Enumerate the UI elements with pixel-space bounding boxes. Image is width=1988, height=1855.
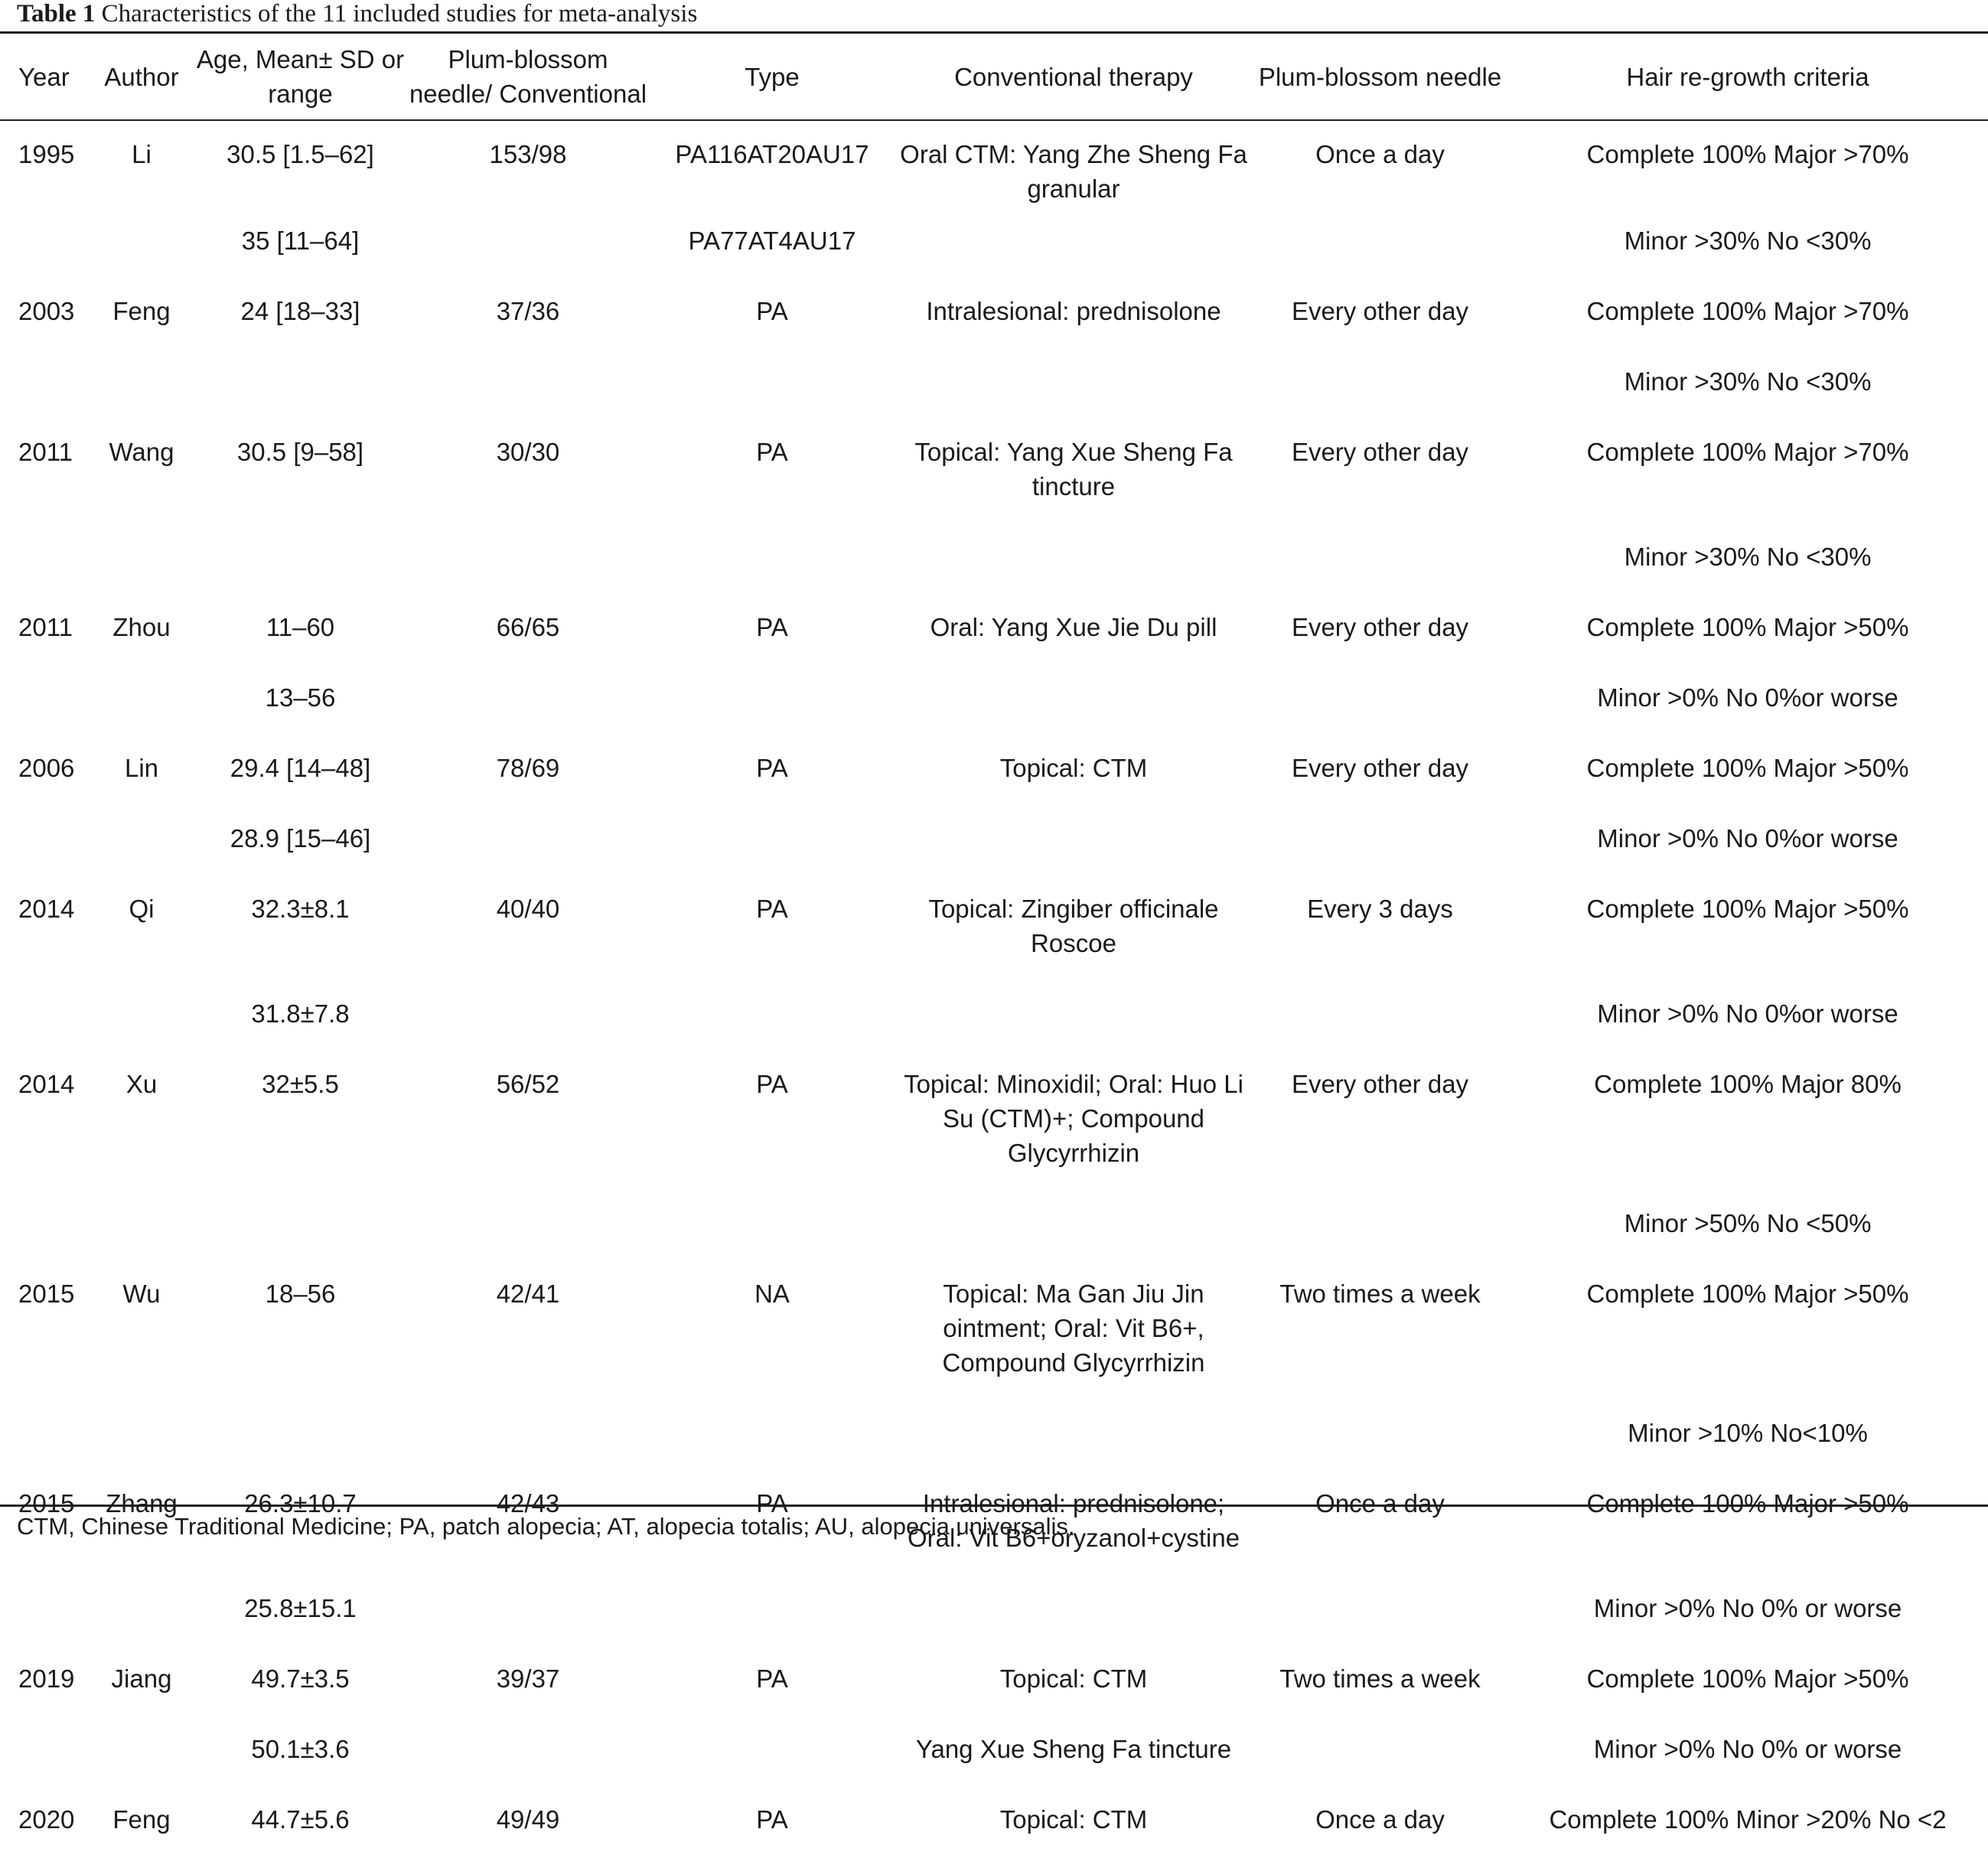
cell-conventional-therapy bbox=[895, 206, 1253, 276]
cell-sample-size bbox=[406, 1714, 650, 1785]
cell-type: PA bbox=[756, 297, 788, 325]
cell-type: PA bbox=[756, 1664, 788, 1693]
cell-plum-blossom-frequency: Every 3 days bbox=[1307, 895, 1453, 923]
table-row bbox=[0, 592, 1988, 663]
table-row bbox=[0, 417, 1988, 522]
cell-type: PA bbox=[756, 1805, 788, 1834]
table-title: Characteristics of the 11 included studies for meta-analysis bbox=[101, 0, 698, 28]
cell-author: Lin bbox=[124, 754, 159, 782]
cell-hair-regrowth-criteria: Complete 100% Major >70% bbox=[1586, 438, 1909, 466]
cell-type: NA bbox=[754, 1280, 790, 1308]
cell-age: 30.5 [9–58] bbox=[236, 438, 364, 466]
cell-conventional-therapy: Topical: CTM bbox=[999, 1664, 1148, 1693]
cell-author bbox=[89, 1398, 194, 1469]
cell-type: PA116AT20AU17 bbox=[675, 140, 869, 168]
cell-hair-regrowth-criteria: Minor >0% No 0%or worse bbox=[1597, 824, 1898, 853]
table-row bbox=[0, 979, 1988, 1049]
header-row bbox=[0, 34, 1988, 119]
cell-age: 25.8±15.1 bbox=[244, 1594, 357, 1622]
header-age: Age, Mean± SD or range bbox=[196, 45, 405, 108]
table-label: Table 1 bbox=[17, 0, 96, 28]
cell-sample-size: 49/49 bbox=[496, 1805, 560, 1834]
cell-sample-size bbox=[406, 206, 650, 276]
cell-year: 2020 bbox=[18, 1805, 75, 1834]
header-plum-blossom-frequency: Plum-blossom needle bbox=[1258, 62, 1502, 91]
cell-conventional-therapy: Topical: Yang Xue Sheng Fa tincture bbox=[914, 438, 1233, 500]
cell-type bbox=[650, 1714, 895, 1785]
cell-hair-regrowth-criteria: Complete 100% Major >70% bbox=[1586, 297, 1909, 325]
cell-sample-size: 78/69 bbox=[496, 754, 560, 782]
cell-age: 44.7±5.6 bbox=[251, 1805, 350, 1834]
cell-author: Zhang bbox=[106, 1489, 178, 1518]
table-row bbox=[0, 206, 1988, 276]
cell-author bbox=[89, 1573, 194, 1644]
cell-sample-size bbox=[406, 1188, 650, 1259]
cell-conventional-therapy: Intralesional: prednisolone; Oral: Vit B6+oryzanol+cystine bbox=[907, 1489, 1240, 1552]
cell-sample-size bbox=[406, 979, 650, 1049]
cell-age: 24 [18–33] bbox=[240, 297, 360, 325]
cell-type bbox=[650, 522, 895, 592]
cell-author: Feng bbox=[112, 297, 171, 325]
table-row bbox=[0, 347, 1988, 417]
cell-year bbox=[0, 979, 89, 1049]
cell-hair-regrowth-criteria: Complete 100% Major >50% bbox=[1586, 1280, 1909, 1308]
cell-plum-blossom-frequency: Once a day bbox=[1315, 140, 1445, 168]
cell-hair-regrowth-criteria: Minor >30% No <30% bbox=[1624, 367, 1872, 396]
cell-plum-blossom-frequency bbox=[1253, 347, 1507, 417]
cell-age: 13–56 bbox=[265, 683, 336, 712]
cell-conventional-therapy bbox=[895, 1398, 1253, 1469]
cell-conventional-therapy: Topical: CTM bbox=[999, 754, 1148, 782]
cell-type bbox=[650, 1188, 895, 1259]
cell-hair-regrowth-criteria: Complete 100% Major >50% bbox=[1586, 1489, 1909, 1518]
cell-hair-regrowth-criteria: Minor >0% No 0%or worse bbox=[1597, 683, 1898, 712]
cell-plum-blossom-frequency: Every other day bbox=[1291, 1070, 1469, 1098]
cell-sample-size: 66/65 bbox=[496, 613, 560, 641]
cell-plum-blossom-frequency bbox=[1253, 663, 1507, 733]
header-hair-regrowth-criteria: Hair re-growth criteria bbox=[1626, 62, 1869, 91]
cell-type: PA bbox=[756, 438, 788, 466]
cell-plum-blossom-frequency bbox=[1253, 979, 1507, 1049]
cell-age: 31.8±7.8 bbox=[251, 999, 350, 1028]
cell-author: Wu bbox=[122, 1280, 161, 1308]
cell-conventional-therapy bbox=[895, 804, 1253, 874]
cell-type: PA bbox=[756, 895, 788, 923]
table-row bbox=[0, 1644, 1988, 1714]
cell-sample-size bbox=[406, 804, 650, 874]
table-row bbox=[0, 663, 1988, 733]
cell-hair-regrowth-criteria: Minor >0% No 0%or worse bbox=[1597, 999, 1898, 1028]
cell-year bbox=[0, 522, 89, 592]
table-row bbox=[0, 1785, 1988, 1855]
table-row bbox=[0, 119, 1988, 206]
header-year: Year bbox=[18, 62, 70, 91]
cell-year bbox=[0, 347, 89, 417]
cell-conventional-therapy bbox=[895, 663, 1253, 733]
cell-sample-size: 37/36 bbox=[496, 297, 560, 325]
cell-year bbox=[0, 1398, 89, 1469]
cell-hair-regrowth-criteria: Complete 100% Major >50% bbox=[1586, 754, 1909, 782]
cell-year bbox=[0, 206, 89, 276]
cell-plum-blossom-frequency bbox=[1253, 804, 1507, 874]
cell-author bbox=[89, 663, 194, 733]
table-footnote: CTM, Chinese Traditional Medicine; PA, patch alopecia; AT, alopecia totalis; AU, alopecia universalis. bbox=[17, 1513, 1075, 1540]
cell-year: 2014 bbox=[18, 1070, 75, 1098]
table-row bbox=[0, 804, 1988, 874]
table-row bbox=[0, 1259, 1988, 1398]
cell-age bbox=[194, 1398, 406, 1469]
table-row bbox=[0, 874, 1988, 979]
table-row bbox=[0, 1049, 1988, 1188]
cell-author: Li bbox=[132, 140, 152, 168]
cell-sample-size: 153/98 bbox=[489, 140, 567, 168]
cell-type bbox=[650, 347, 895, 417]
cell-author: Zhou bbox=[112, 613, 171, 641]
cell-year bbox=[0, 1188, 89, 1259]
cell-author: Feng bbox=[112, 1805, 171, 1834]
cell-hair-regrowth-criteria: Minor >30% No <30% bbox=[1624, 227, 1872, 255]
cell-year: 2015 bbox=[18, 1489, 75, 1518]
cell-age: 26.3±10.7 bbox=[244, 1489, 357, 1518]
cell-age: 49.7±3.5 bbox=[251, 1664, 350, 1693]
cell-hair-regrowth-criteria: Complete 100% Major >50% bbox=[1586, 613, 1909, 641]
cell-conventional-therapy: Oral: Yang Xue Jie Du pill bbox=[930, 613, 1217, 641]
cell-age: 29.4 [14–48] bbox=[230, 754, 371, 782]
cell-type bbox=[650, 663, 895, 733]
header-conventional-therapy: Conventional therapy bbox=[954, 62, 1193, 91]
header-sample-size: Plum-blossom needle/ Conventional bbox=[409, 45, 647, 108]
cell-author bbox=[89, 347, 194, 417]
table-row bbox=[0, 1714, 1988, 1785]
cell-plum-blossom-frequency: Once a day bbox=[1315, 1805, 1445, 1834]
cell-hair-regrowth-criteria: Complete 100% Minor >20% No <2 bbox=[1549, 1805, 1947, 1834]
cell-author bbox=[89, 206, 194, 276]
cell-age: 11–60 bbox=[266, 613, 335, 641]
cell-type: PA bbox=[756, 613, 788, 641]
cell-year: 2003 bbox=[18, 297, 75, 325]
cell-year bbox=[0, 663, 89, 733]
cell-plum-blossom-frequency: Two times a week bbox=[1279, 1280, 1481, 1308]
cell-year: 2006 bbox=[18, 754, 75, 782]
cell-conventional-therapy bbox=[895, 979, 1253, 1049]
cell-conventional-therapy: Topical: Minoxidil; Oral: Huo Li Su (CTM)+; Compound Glycyrrhizin bbox=[904, 1070, 1243, 1167]
cell-conventional-therapy bbox=[895, 1188, 1253, 1259]
table-row bbox=[0, 1188, 1988, 1259]
cell-conventional-therapy: Yang Xue Sheng Fa tincture bbox=[915, 1735, 1232, 1763]
cell-author bbox=[89, 1714, 194, 1785]
cell-author bbox=[89, 804, 194, 874]
cell-hair-regrowth-criteria: Complete 100% Major >70% bbox=[1586, 140, 1909, 168]
cell-plum-blossom-frequency bbox=[1253, 206, 1507, 276]
cell-plum-blossom-frequency: Every other day bbox=[1291, 438, 1469, 466]
cell-type: PA bbox=[756, 1489, 788, 1518]
cell-hair-regrowth-criteria: Complete 100% Major >50% bbox=[1586, 1664, 1909, 1693]
cell-hair-regrowth-criteria: Complete 100% Major >50% bbox=[1586, 895, 1909, 923]
cell-year: 2014 bbox=[18, 895, 75, 923]
cell-age: 18–56 bbox=[265, 1280, 336, 1308]
header-author: Author bbox=[104, 62, 179, 91]
cell-author: Xu bbox=[125, 1070, 158, 1098]
cell-plum-blossom-frequency: Every other day bbox=[1291, 297, 1469, 325]
cell-year: 2019 bbox=[18, 1664, 75, 1693]
table-row bbox=[0, 733, 1988, 804]
cell-age: 50.1±3.6 bbox=[251, 1735, 350, 1763]
cell-year bbox=[0, 1573, 89, 1644]
cell-sample-size: 40/40 bbox=[496, 895, 560, 923]
cell-conventional-therapy: Intralesional: prednisolone bbox=[926, 297, 1221, 325]
cell-sample-size bbox=[406, 347, 650, 417]
cell-type bbox=[650, 1398, 895, 1469]
cell-sample-size: 56/52 bbox=[496, 1070, 560, 1098]
cell-author bbox=[89, 522, 194, 592]
cell-age: 32.3±8.1 bbox=[251, 895, 350, 923]
cell-year bbox=[0, 1714, 89, 1785]
table-row bbox=[0, 522, 1988, 592]
cell-conventional-therapy: Topical: Ma Gan Jiu Jin ointment; Oral: Vit B6+, Compound Glycyrrhizin bbox=[942, 1280, 1205, 1377]
cell-year: 2011 bbox=[18, 613, 73, 641]
cell-conventional-therapy: Oral CTM: Yang Zhe Sheng Fa granular bbox=[900, 140, 1247, 203]
cell-sample-size bbox=[406, 1573, 650, 1644]
cell-year: 1995 bbox=[18, 140, 75, 168]
cell-sample-size: 30/30 bbox=[496, 438, 560, 466]
table-row bbox=[0, 1573, 1988, 1644]
cell-sample-size: 39/37 bbox=[496, 1664, 560, 1693]
cell-author bbox=[89, 1188, 194, 1259]
cell-conventional-therapy bbox=[895, 522, 1253, 592]
table-row bbox=[0, 1398, 1988, 1469]
cell-year: 2015 bbox=[18, 1280, 75, 1308]
cell-type: PA77AT4AU17 bbox=[688, 227, 856, 255]
cell-conventional-therapy: Topical: CTM bbox=[999, 1805, 1148, 1834]
cell-hair-regrowth-criteria: Minor >10% No<10% bbox=[1628, 1419, 1868, 1447]
cell-age bbox=[194, 1188, 406, 1259]
cell-plum-blossom-frequency bbox=[1253, 522, 1507, 592]
cell-author bbox=[89, 979, 194, 1049]
cell-type bbox=[650, 1573, 895, 1644]
table-caption bbox=[17, 0, 697, 31]
cell-conventional-therapy bbox=[895, 1573, 1253, 1644]
cell-hair-regrowth-criteria: Minor >50% No <50% bbox=[1624, 1209, 1872, 1237]
cell-age: 30.5 [1.5–62] bbox=[227, 140, 374, 168]
cell-plum-blossom-frequency bbox=[1253, 1573, 1507, 1644]
studies-table bbox=[0, 34, 1988, 1855]
cell-type bbox=[650, 804, 895, 874]
cell-conventional-therapy bbox=[895, 347, 1253, 417]
cell-age bbox=[194, 522, 406, 592]
table-row bbox=[0, 276, 1988, 347]
cell-plum-blossom-frequency bbox=[1253, 1714, 1507, 1785]
cell-year bbox=[0, 804, 89, 874]
cell-sample-size bbox=[406, 663, 650, 733]
cell-author: Qi bbox=[129, 895, 155, 923]
cell-type: PA bbox=[756, 1070, 788, 1098]
cell-age: 32±5.5 bbox=[262, 1070, 339, 1098]
cell-type bbox=[650, 979, 895, 1049]
cell-year: 2011 bbox=[18, 438, 73, 466]
cell-plum-blossom-frequency: Two times a week bbox=[1279, 1664, 1481, 1693]
cell-plum-blossom-frequency: Every other day bbox=[1291, 613, 1469, 641]
cell-sample-size: 42/43 bbox=[496, 1489, 560, 1518]
cell-hair-regrowth-criteria: Minor >0% No 0% or worse bbox=[1593, 1735, 1902, 1763]
cell-sample-size bbox=[406, 522, 650, 592]
cell-hair-regrowth-criteria: Complete 100% Major 80% bbox=[1594, 1070, 1902, 1098]
cell-plum-blossom-frequency: Once a day bbox=[1315, 1489, 1445, 1518]
cell-conventional-therapy: Topical: Zingiber officinale Roscoe bbox=[928, 895, 1219, 957]
cell-age bbox=[194, 347, 406, 417]
cell-plum-blossom-frequency bbox=[1253, 1398, 1507, 1469]
cell-hair-regrowth-criteria: Minor >0% No 0% or worse bbox=[1593, 1594, 1902, 1622]
cell-type: PA bbox=[756, 754, 788, 782]
cell-sample-size: 42/41 bbox=[496, 1280, 560, 1308]
cell-plum-blossom-frequency: Every other day bbox=[1291, 754, 1469, 782]
cell-author: Wang bbox=[109, 438, 174, 466]
cell-sample-size bbox=[406, 1398, 650, 1469]
cell-plum-blossom-frequency bbox=[1253, 1188, 1507, 1259]
cell-hair-regrowth-criteria: Minor >30% No <30% bbox=[1624, 543, 1872, 571]
cell-age: 35 [11–64] bbox=[241, 227, 360, 255]
cell-age: 28.9 [15–46] bbox=[230, 824, 371, 853]
cell-author: Jiang bbox=[111, 1664, 172, 1693]
header-type: Type bbox=[745, 62, 800, 91]
